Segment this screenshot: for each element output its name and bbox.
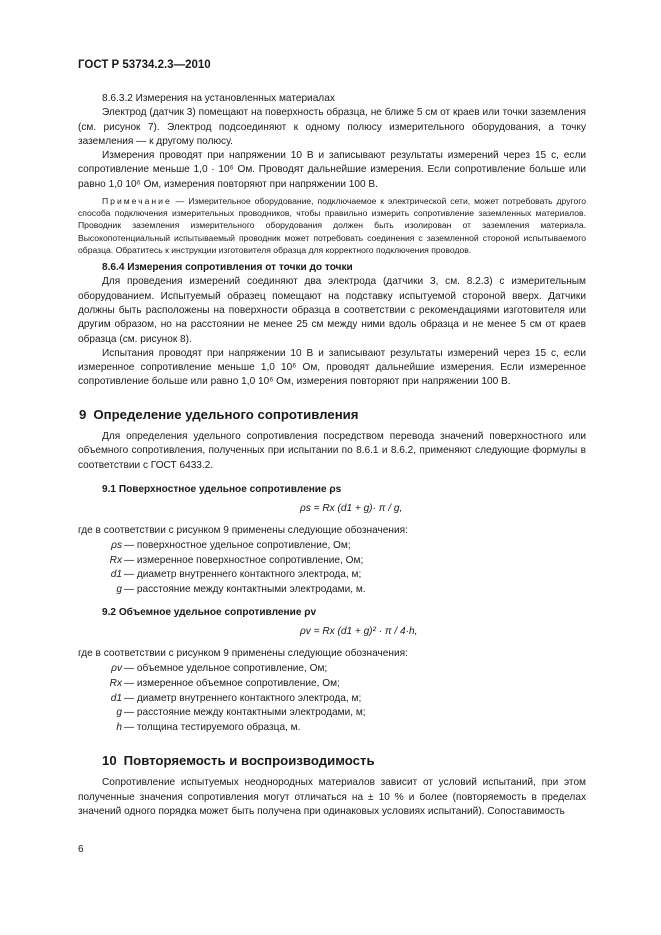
note-label: Примечание bbox=[102, 196, 172, 207]
definition-item bbox=[78, 677, 586, 692]
definition-item bbox=[78, 721, 586, 736]
definition-item bbox=[78, 568, 586, 583]
subsection-864-heading: 8.6.4 Измерения сопротивления от точки до точки bbox=[102, 262, 353, 274]
definition-text: — диаметр внутреннего контактного электрода, м; bbox=[124, 569, 362, 581]
where-line: где в соответствии с рисунком 9 применены следующие обозначения: bbox=[78, 524, 408, 536]
paragraph: Электрод (датчик 3) помещают на поверхность образца, не ближе 5 см от краев или точки заземления (см. рисунок 7). Электрод подсоединяют к одному полюсу измерительного оборудования, а точку заземления — к другому полюсу. bbox=[78, 107, 586, 147]
subsection-8632-heading: 8.6.3.2 Измерения на установленных материалах bbox=[102, 93, 335, 104]
symbol: g bbox=[116, 584, 122, 596]
symbol: d1 bbox=[110, 692, 122, 704]
formula-volume-resistivity: ρv = Rx (d1 + g)² · π / 4·h, bbox=[300, 626, 418, 638]
paragraph: Для определения удельного сопротивления посредством перевода значений поверхностного или объемного сопротивления, полученных при испытании по 8.6.1 и 8.6.2, применяют следующие формулы в соответствии с ГОСТ 6433.2. bbox=[78, 431, 586, 471]
definition-text: — поверхностное удельное сопротивление, Ом; bbox=[124, 539, 351, 551]
definition-item bbox=[78, 539, 586, 554]
paragraph: Испытания проводят при напряжении 10 В и записывают результаты измерений через 15 с, если измеренное сопротивление меньше 1,0 10⁶ Ом, проводят дальнейшие измерения. Если измеренное сопротивление больше или равно 1,0 10⁶ Ом, измерения повторяют при напряжении 100 В. bbox=[78, 347, 586, 388]
definition-item bbox=[78, 662, 586, 677]
note-paragraph bbox=[78, 195, 586, 256]
definition-text: — расстояние между контактными электродами, м; bbox=[124, 707, 366, 719]
symbol: h bbox=[116, 722, 122, 734]
section-10-heading: 10 Повторяемость и воспроизводимость bbox=[102, 752, 375, 768]
subsection-92-heading: 9.2 Объемное удельное сопротивление ρv bbox=[102, 607, 317, 619]
formula-surface-resistivity: ρs = Rx (d1 + g)· π / g, bbox=[300, 503, 403, 515]
subsection-91-heading: 9.1 Поверхностное удельное сопротивление ρs bbox=[102, 483, 342, 495]
document-body bbox=[78, 92, 586, 819]
paragraph: Сопротивление испытуемых неоднородных материалов зависит от условий испытаний, при этом полученные значения сопротивления могут отличаться на ± 10 % и более (повторяемость в пределах значений одного порядка может быть получена при одинаковых условиях испытаний). Сопоставимость bbox=[78, 777, 586, 817]
definition-text: — расстояние между контактными электродами, м. bbox=[124, 584, 366, 596]
definition-text: — объемное удельное сопротивление, Ом; bbox=[124, 662, 328, 674]
definition-item bbox=[78, 583, 586, 598]
definition-list bbox=[78, 662, 586, 736]
definition-item bbox=[78, 706, 586, 721]
definition-item bbox=[78, 554, 586, 569]
definition-text: — измеренное объемное сопротивление, Ом; bbox=[124, 677, 340, 689]
page-number: 6 bbox=[78, 844, 84, 855]
symbol: Rx bbox=[109, 677, 122, 689]
where-line: где в соответствии с рисунком 9 применены следующие обозначения: bbox=[78, 647, 408, 659]
document-header: ГОСТ Р 53734.2.3—2010 bbox=[78, 59, 211, 71]
paragraph: Измерения проводят при напряжении 10 В и записывают результаты измерений через 15 с, если сопротивление меньше 1,0 · 10⁶ Ом. Проводят дальнейшие измерения. Если сопротивление больше или равно 1,0 10⁶ Ом, измерения повторяют при напряжении 100 В. bbox=[78, 150, 586, 190]
definition-text: — измеренное поверхностное сопротивление, Ом; bbox=[124, 554, 364, 566]
paragraph: Для проведения измерений соединяют два электрода (датчики 3, см. 8.2.3) с измерительным оборудованием. Испытуемый образец помещают на подставку испытуемой стороной вверх. Датчики должны быть расположены на поверхности образца в соответствии с рекомендациями изготовителя или другим образом, но на расстоянии не менее 25 см между ними вдоль образца и не менее 5 см от краев образца (см. рисунок 8). bbox=[78, 276, 586, 345]
definition-text: — диаметр внутреннего контактного электрода, м; bbox=[124, 692, 362, 704]
symbol: d1 bbox=[110, 569, 122, 581]
symbol: g bbox=[116, 707, 122, 719]
definition-list bbox=[78, 539, 586, 598]
symbol: ρs bbox=[111, 539, 122, 551]
definition-text: — толщина тестируемого образца, м. bbox=[124, 722, 301, 734]
symbol: Rx bbox=[109, 554, 122, 566]
section-9-heading: 9 Определение удельного сопротивления bbox=[79, 406, 359, 422]
definition-item bbox=[78, 692, 586, 707]
symbol: ρv bbox=[111, 662, 122, 674]
note-text: — Измерительное оборудование, подключаемое к электрической сети, может потребовать другого способа подключения измерительных проводников, чтобы правильно измерить сопротивление заземленных материалов. Проводник заземления измерительного оборудования должен быть изолирован от заземления материала. Высокопотенциальный испытываемый проводник может потребовать соединения с заземленной стороной испытываемого образца. Обратитесь к инструкции изготовителя образца для корректного подключения проводов. bbox=[78, 196, 586, 255]
